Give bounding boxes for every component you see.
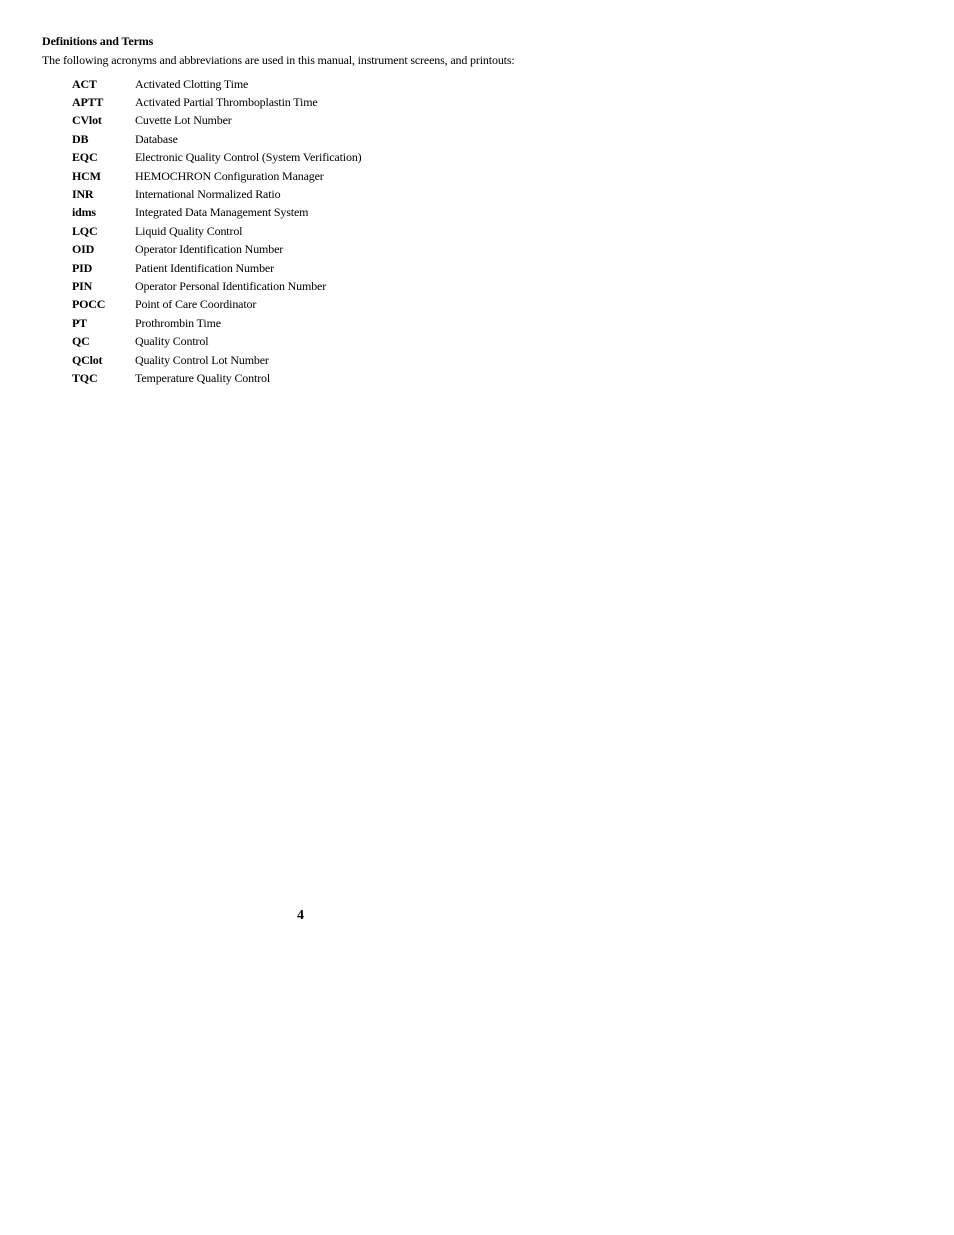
term-definition: Electronic Quality Control (System Verification) <box>135 150 362 165</box>
term-abbreviation: POCC <box>72 297 106 312</box>
term-row <box>72 314 492 332</box>
term-abbreviation: DB <box>72 131 89 146</box>
term-row <box>72 332 492 350</box>
term-definition: Cuvette Lot Number <box>135 113 232 128</box>
term-abbreviation: PID <box>72 260 93 275</box>
term-abbreviation: INR <box>72 187 94 202</box>
term-definition: Patient Identification Number <box>135 260 274 275</box>
term-row <box>72 93 492 111</box>
term-definition: Integrated Data Management System <box>135 205 309 220</box>
term-abbreviation: TQC <box>72 370 98 385</box>
term-definition: Liquid Quality Control <box>135 223 243 238</box>
term-abbreviation: PIN <box>72 278 93 293</box>
term-abbreviation: QC <box>72 334 90 349</box>
term-row <box>72 277 492 295</box>
term-definition: International Normalized Ratio <box>135 187 281 202</box>
term-definition: Activated Clotting Time <box>135 76 249 91</box>
term-abbreviation: CVlot <box>72 113 102 128</box>
term-row <box>72 112 492 130</box>
term-definition: Database <box>135 131 178 146</box>
section-heading: Definitions and Terms <box>42 34 154 48</box>
term-definition: HEMOCHRON Configuration Manager <box>135 168 324 183</box>
term-row <box>72 185 492 203</box>
term-abbreviation: QClot <box>72 352 103 367</box>
term-row <box>72 369 492 387</box>
term-abbreviation: idms <box>72 205 96 220</box>
term-abbreviation: APTT <box>72 95 104 110</box>
term-row <box>72 149 492 167</box>
term-row <box>72 241 492 259</box>
term-row <box>72 75 492 93</box>
page-number: 4 <box>297 908 304 923</box>
term-row <box>72 351 492 369</box>
term-definition: Activated Partial Thromboplastin Time <box>135 95 318 110</box>
term-row <box>72 167 492 185</box>
term-row <box>72 296 492 314</box>
terms-list <box>72 75 492 388</box>
intro-paragraph: The following acronyms and abbreviations are used in this manual, instrument screens, and printouts: <box>42 53 515 67</box>
term-abbreviation: PT <box>72 315 87 330</box>
term-definition: Prothrombin Time <box>135 315 221 330</box>
term-abbreviation: LQC <box>72 223 98 238</box>
term-row <box>72 204 492 222</box>
term-row <box>72 130 492 148</box>
term-definition: Operator Personal Identification Number <box>135 278 327 293</box>
term-definition: Quality Control Lot Number <box>135 352 269 367</box>
term-abbreviation: ACT <box>72 76 97 91</box>
term-definition: Quality Control <box>135 334 209 349</box>
term-definition: Temperature Quality Control <box>135 370 271 385</box>
term-abbreviation: EQC <box>72 150 98 165</box>
term-definition: Point of Care Coordinator <box>135 297 257 312</box>
term-definition: Operator Identification Number <box>135 242 284 257</box>
term-abbreviation: HCM <box>72 168 101 183</box>
term-row <box>72 259 492 277</box>
term-row <box>72 222 492 240</box>
term-abbreviation: OID <box>72 242 95 257</box>
